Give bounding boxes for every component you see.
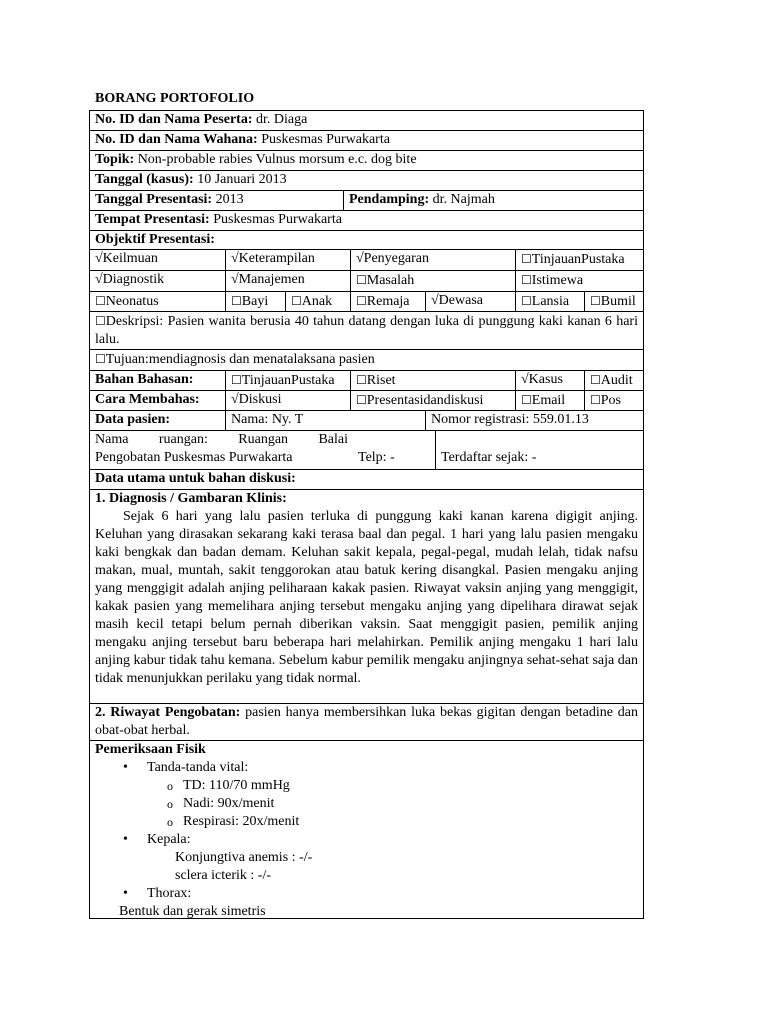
list-item <box>119 831 638 885</box>
telp: Telp: - <box>358 450 395 465</box>
pemeriksaan-heading: Pemeriksaan Fisik <box>95 742 206 757</box>
checkbox-tinjauanpustaka: TinjauanPustaka <box>531 252 625 267</box>
row-cara <box>90 391 643 411</box>
row-tempat <box>90 211 643 231</box>
checkbox-empty-icon: ☐ <box>521 393 532 407</box>
row-objektif <box>90 231 643 250</box>
pendamping-label: Pendamping: <box>349 192 430 207</box>
row-riwayat <box>90 704 643 741</box>
checkbox-lansia: Lansia <box>531 294 570 309</box>
row-ruangan <box>90 431 643 470</box>
bahan-audit: Audit <box>600 373 633 388</box>
thorax-label: Thorax: <box>147 886 192 901</box>
checkbox-empty-icon: ☐ <box>356 373 367 387</box>
checkbox-diagnostik[interactable]: √Diagnostik <box>95 272 165 287</box>
thorax-text: Bentuk dan gerak simetris <box>119 904 266 918</box>
tanggal-presentasi-value: 2013 <box>212 192 244 207</box>
vital-respirasi: o Respirasi: 20x/menit <box>167 813 638 831</box>
checkbox-empty-icon: ☐ <box>95 294 106 308</box>
vital-td: o TD: 110/70 mmHg <box>167 777 638 795</box>
tempat-label: Tempat Presentasi: <box>95 212 210 227</box>
checkbox-dewasa[interactable]: √Dewasa <box>425 292 515 311</box>
checkbox-keilmuan[interactable]: √Keilmuan <box>95 251 158 266</box>
checkbox-empty-icon: ☐ <box>356 393 367 407</box>
data-utama-heading: Data utama untuk bahan diskusi: <box>95 471 296 486</box>
checkbox-empty-icon: ☐ <box>590 373 601 387</box>
ruangan-line-2: Pengobatan Puskesmas Purwakarta <box>95 450 293 465</box>
nama-pasien: Nama: Ny. T <box>225 411 425 430</box>
checkbox-bayi: Bayi <box>241 294 269 309</box>
row-topik <box>90 151 643 171</box>
row-tujuan <box>90 350 643 371</box>
checkbox-empty-icon: ☐ <box>231 294 242 308</box>
riwayat-text: pasien hanya membersihkan luka bekas gigitan dengan betadine dan obat-obat herbal. <box>95 705 638 738</box>
data-pasien-label: Data pasien: <box>95 412 171 427</box>
riwayat-heading: 2. Riwayat Pengobatan: <box>95 705 241 720</box>
deskripsi-text: Deskripsi: Pasien wanita berusia 40 tahun datang dengan luka di punggung kaki kanan 6 hari lalu. <box>95 314 638 347</box>
checkbox-remaja: Remaja <box>366 294 410 309</box>
objektif-row-2 <box>90 271 643 292</box>
row-bahan <box>90 371 643 391</box>
row-diagnosis <box>90 490 643 704</box>
pemeriksaan-list <box>95 759 638 918</box>
tanggal-kasus-label: Tanggal (kasus): <box>95 172 194 187</box>
pendamping-value: dr. Najmah <box>429 192 495 207</box>
wahana-label: No. ID dan Nama Wahana: <box>95 132 258 147</box>
checkbox-empty-icon: ☐ <box>521 273 532 287</box>
cara-email: Email <box>531 393 566 408</box>
checkbox-istimewa: Istimewa <box>531 273 584 288</box>
diagnosis-heading: 1. Diagnosis / Gambaran Klinis: <box>95 491 287 506</box>
topik-value: Non-probable rabies Vulnus morsum e.c. dog bite <box>134 152 417 167</box>
topik-label: Topik: <box>95 152 135 167</box>
objektif-row-3 <box>90 292 643 312</box>
bahan-kasus[interactable]: √Kasus <box>515 371 584 390</box>
list-item <box>119 885 638 918</box>
cara-pos: Pos <box>600 393 621 408</box>
kepala-sclera: sclera icterik : -/- <box>175 868 272 883</box>
terdaftar-sejak: Terdaftar sejak: - <box>435 431 643 469</box>
checkbox-empty-icon: ☐ <box>291 294 302 308</box>
row-wahana <box>90 131 643 151</box>
row-data-pasien <box>90 411 643 431</box>
checkbox-bumil: Bumil <box>600 294 636 309</box>
checkbox-empty-icon: ☐ <box>590 294 601 308</box>
checkbox-empty-icon: ☐ <box>95 314 106 328</box>
vital-nadi: o Nadi: 90x/menit <box>167 795 638 813</box>
cara-diskusi[interactable]: √Diskusi <box>225 391 350 410</box>
row-presentasi <box>90 191 643 211</box>
checkbox-manajemen[interactable]: √Manajemen <box>225 271 350 291</box>
peserta-label: No. ID dan Nama Peserta: <box>95 112 253 127</box>
row-peserta <box>90 111 643 131</box>
document-title: BORANG PORTOFOLIO <box>95 91 255 106</box>
nomor-registrasi: Nomor registrasi: 559.01.13 <box>425 411 643 430</box>
checkbox-keterampilan[interactable]: √Keterampilan <box>225 250 350 270</box>
tempat-value: Puskesmas Purwakarta <box>209 212 342 227</box>
tanggal-presentasi-label: Tanggal Presentasi: <box>95 192 213 207</box>
kepala-label: Kepala: <box>147 832 191 847</box>
kepala-konjungtiva: Konjungtiva anemis : -/- <box>175 850 313 865</box>
row-deskripsi <box>90 312 643 350</box>
objektif-label: Objektif Presentasi: <box>95 232 215 247</box>
row-data-utama <box>90 470 643 490</box>
tanggal-kasus-value: 10 Januari 2013 <box>193 172 287 187</box>
vital-list <box>147 777 638 831</box>
checkbox-neonatus: Neonatus <box>105 294 159 309</box>
checkbox-empty-icon: ☐ <box>521 252 532 266</box>
peserta-value: dr. Diaga <box>252 112 308 127</box>
portfolio-form <box>89 110 644 919</box>
cara-label: Cara Membahas: <box>95 392 200 407</box>
checkbox-empty-icon: ☐ <box>356 294 367 308</box>
tujuan-text: Tujuan:mendiagnosis dan menatalaksana pasien <box>105 352 375 367</box>
checkbox-empty-icon: ☐ <box>521 294 532 308</box>
bahan-riset: Riset <box>366 373 396 388</box>
objektif-row-1 <box>90 250 643 271</box>
checkbox-masalah: Masalah <box>366 273 415 288</box>
row-pemeriksaan <box>90 741 643 918</box>
row-tanggal-kasus <box>90 171 643 191</box>
diagnosis-text: Sejak 6 hari yang lalu pasien terluka di punggung kaki kanan karena digigit anjing. Keluhan yang dirasakan sekarang kaki terasa baal dan pegal. 1 hari yang lalu pasien mengaku kaki bengkak dan badan demam. Keluhan sakit kepala, pegal-pegal, mudah lelah, tidak nafsu makan, mual, muntah, sakit tenggorokan atau batuk kering disangkal. Pasien mengaku anjing yang menggigit adalah anjing peliharaan kakak pasien. Riwayat vaksin anjing yang menggigit, kakak pasien yang memelihara anjing tersebut mengaku anjing yang dipelihara dirawat sejak masih kecil tetapi belum pernah diberikan vaksin. Saat menggigit pasien, pemilik anjing mengaku anjing tersebut baru beberapa hari melahirkan. Pemilik anjing mengaku 1 hari lalu anjing kabur tidak tahu kemana. Sebelum kabur pemilik mengaku anjingnya sehat-sehat saja dan tidak menunjukkan perilaku yang tidak normal. <box>95 509 638 686</box>
ruangan-line-1: Nama ruangan: Ruangan Balai <box>95 432 348 447</box>
checkbox-empty-icon: ☐ <box>590 393 601 407</box>
checkbox-empty-icon: ☐ <box>95 352 106 366</box>
checkbox-empty-icon: ☐ <box>356 273 367 287</box>
checkbox-penyegaran[interactable]: √Penyegaran <box>350 250 515 270</box>
bahan-label: Bahan Bahasan: <box>95 372 194 387</box>
vital-label: Tanda-tanda vital: <box>147 760 249 775</box>
bahan-tinjauanpustaka: TinjauanPustaka <box>241 373 335 388</box>
list-item <box>119 759 638 831</box>
checkbox-empty-icon: ☐ <box>231 373 242 387</box>
cara-presentasidandiskusi: Presentasidandiskusi <box>366 393 484 408</box>
wahana-value: Puskesmas Purwakarta <box>257 132 390 147</box>
checkbox-anak: Anak <box>301 294 333 309</box>
